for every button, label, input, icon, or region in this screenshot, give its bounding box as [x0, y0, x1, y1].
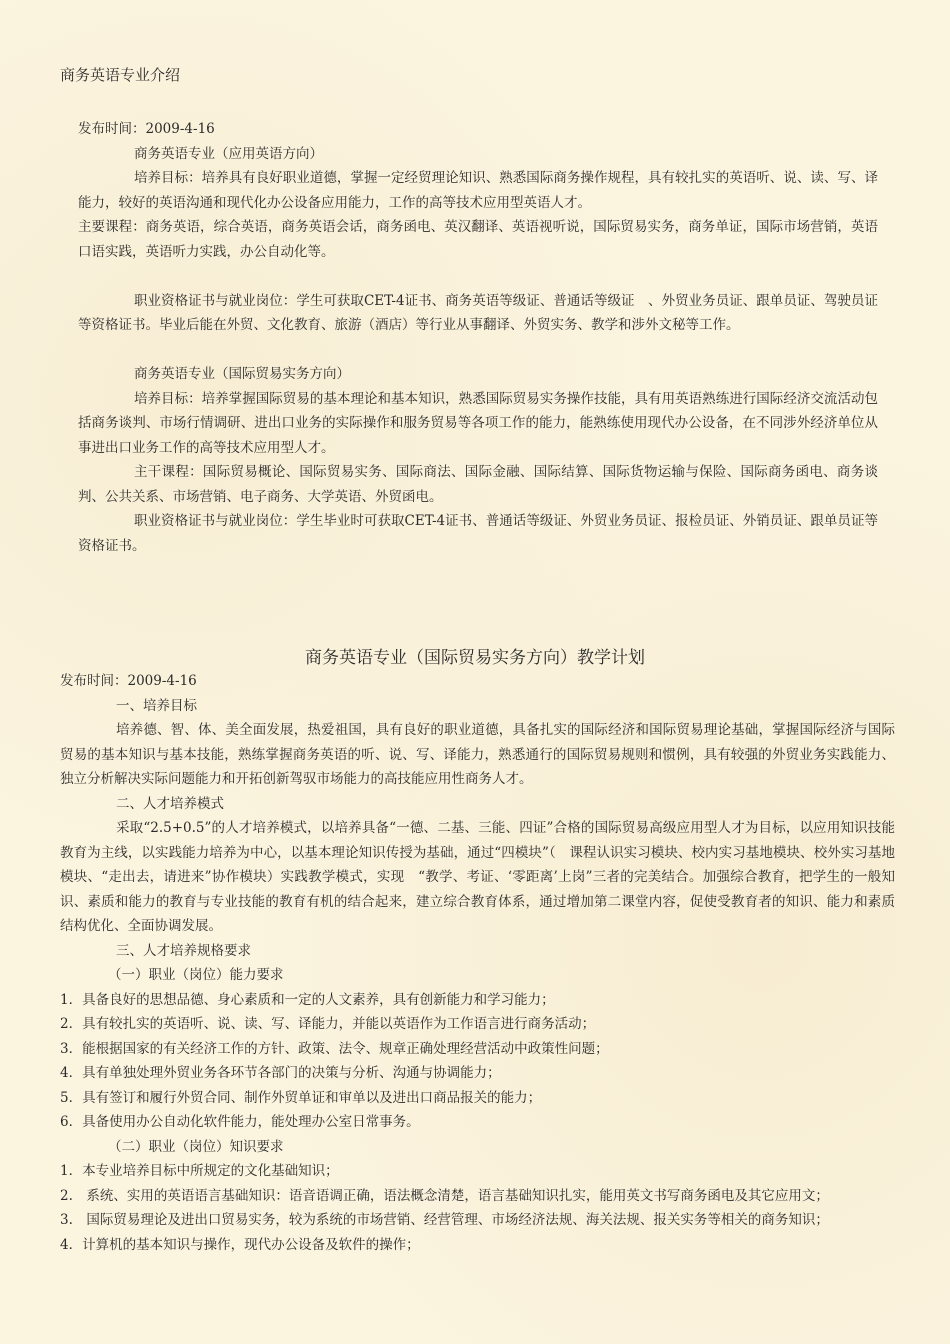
list-item: 3．能根据国家的有关经济工作的方针、政策、法令、规章正确处理经营活动中政策性问题；: [60, 1040, 609, 1057]
direction2-goal: 培养目标：培养掌握国际贸易的基本理论和基本知识，熟悉国际贸易实务操作技能，具有用英语熟练进行国际经济交流活动包括商务谈判、市场行情调研、进出口业务的实际操作和服务贸易等各项工作的能力，能熟练使用现代办公设备，在不同涉外经济单位从事进出口业务工作的高等技术应用型人才。: [78, 390, 878, 456]
list-item: 1．具备良好的思想品德、身心素质和一定的人文素养，具有创新能力和学习能力；: [60, 991, 555, 1008]
list-item: 4．计算机的基本知识与操作，现代办公设备及软件的操作；: [60, 1236, 420, 1253]
spacer: [78, 264, 878, 289]
intro-title: 商务英语专业介绍: [60, 66, 181, 84]
paragraph-mode: 采取“2.5+0.5”的人才培养模式，以培养具备“一德、二基、三能、四证”合格的国际贸易高级应用型人才为目标，以应用知识技能教育为主线，以实践能力培养为中心，以基本理论知识传授为基础，通过“四模块”（ 课程认识实习模块、校内实习基地模块、校外实习基地模块、“走出去，请进来”协作模块）实践教学模式，实现 “教学、考证、‘零距离’上岗”三者的完美结合。加强综合教育，把学生的一般知识、素质和能力的教育与专业技能的教育有机的结合起来，建立综合教育体系，通过增加第二课堂内容，促使受教育者的知识、能力和素质结构优化、全面协调发展。: [60, 820, 895, 934]
plan-section: [60, 669, 895, 1257]
paragraph-goal: 培养德、智、体、美全面发展，热爱祖国，具有良好的职业道德，具备扎实的国际经济和国际贸易理论基础，掌握国际经济与国际贸易的基本知识与基本技能，熟练掌握商务英语的听、说、写、译能力，熟悉通行的国际贸易规则和惯例，具有较强的外贸业务实践能力、独立分析解决实际问题能力和开拓创新驾驭市场能力的高技能应用性商务人才。: [60, 722, 895, 787]
list-item: 6．具备使用办公自动化软件能力，能处理办公室日常事务。: [60, 1114, 420, 1130]
list-item: 4．具有单独处理外贸业务各环节各部门的决策与分析、沟通与协调能力；: [60, 1065, 501, 1081]
list-item: 1．本专业培养目标中所规定的文化基础知识；: [60, 1163, 339, 1179]
direction2-heading: 商务英语专业（国际贸易实务方向）: [134, 366, 350, 382]
list-item: 2．具有较扎实的英语听、说、读、写、译能力，并能以英语作为工作语言进行商务活动；: [60, 1016, 596, 1032]
plan-date: 发布时间：2009-4-16: [60, 673, 197, 689]
direction1-cert: 职业资格证书与就业岗位：学生可获取CET-4证书、商务英语等级证、普通话等级证 、外贸业务员证、跟单员证、驾驶员证等资格证书。毕业后能在外贸、文化教育、旅游（酒店）等行业从事翻译、外贸实务、教学和涉外文秘等工作。: [78, 292, 878, 333]
heading-spec: 三、人才培养规格要求: [116, 942, 251, 959]
intro-section: [78, 117, 878, 558]
subheading-ability: （一）职业（岗位）能力要求: [108, 967, 284, 983]
direction2-courses: 主干课程：国际贸易概论、国际贸易实务、国际商法、国际金融、国际结算、国际货物运输与保险、国际商务函电、商务谈判、公共关系、市场营销、电子商务、大学英语、外贸函电。: [78, 464, 878, 505]
direction1-goal: 培养目标：培养具有良好职业道德，掌握一定经贸理论知识、熟悉国际商务操作规程，具有较扎实的英语听、说、读、写、译能力，较好的英语沟通和现代化办公设备应用能力，工作的高等技术应用型英语人才。: [78, 170, 878, 211]
direction1-heading: 商务英语专业（应用英语方向）: [134, 145, 323, 162]
heading-mode: 二、人才培养模式: [116, 795, 224, 812]
heading-goal: 一、培养目标: [116, 697, 197, 714]
list-item: 3. 国际贸易理论及进出口贸易实务，较为系统的市场营销、经营管理、市场经济法规、海关法规、报关实务等相关的商务知识；: [60, 1212, 829, 1228]
intro-date: 发布时间：2009-4-16: [78, 121, 215, 137]
direction2-cert: 职业资格证书与就业岗位：学生毕业时可获取CET-4证书、普通话等级证、外贸业务员证、报检员证、外销员证、跟单员证等资格证书。: [78, 513, 878, 554]
spacer: [78, 338, 878, 363]
subheading-knowledge: （二）职业（岗位）知识要求: [108, 1138, 284, 1155]
direction1-courses: 主要课程：商务英语，综合英语，商务英语会话，商务函电、英汉翻译、英语视听说，国际贸易实务，商务单证，国际市场营销，英语口语实践，英语听力实践，办公自动化等。: [78, 219, 878, 260]
list-item: 2. 系统、实用的英语语言基础知识：语音语调正确，语法概念清楚，语言基础知识扎实，能用英文书写商务函电及其它应用文；: [60, 1187, 829, 1204]
list-item: 5．具有签订和履行外贸合同、制作外贸单证和审单以及进出口商品报关的能力；: [60, 1089, 542, 1106]
plan-title: 商务英语专业（国际贸易实务方向）教学计划: [305, 648, 645, 668]
